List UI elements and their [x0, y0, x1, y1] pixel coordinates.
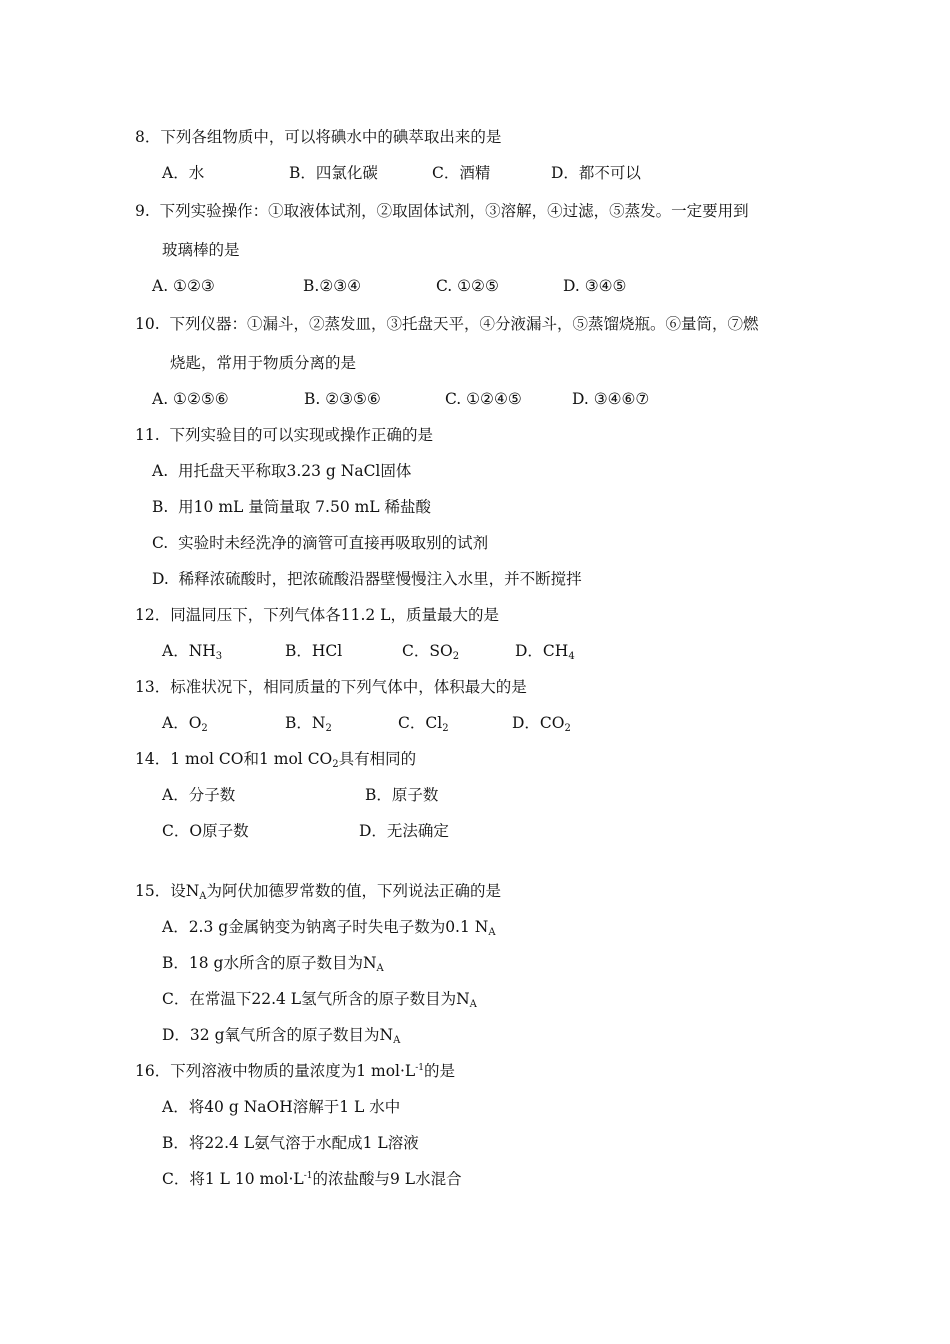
- q12-option-c: C．$SO_2$: [402, 642, 460, 662]
- question-10-stem-cont: 烧匙，常用于物质分离的是: [170, 354, 357, 372]
- q9-option-a: A. ①②③: [152, 277, 215, 295]
- question-12-stem: 12．同温同压下，下列气体各11.2 L，质量最大的是: [135, 606, 499, 624]
- q14-option-c: C．O原子数: [162, 822, 249, 840]
- q15-option-c: C．在常温下22.4 L氢气所含的原子数目为$N_A$: [162, 990, 477, 1010]
- q11-option-d: D. 稀释浓硫酸时，把浓硫酸沿器壁慢慢注入水里，并不断搅拌: [152, 570, 582, 588]
- q14-option-b: B．原子数: [365, 786, 439, 804]
- q15-option-a: A．2.3 g金属钠变为钠离子时失电子数为0.1 $N_A$: [162, 918, 496, 938]
- question-14-stem: 14．1 mol CO和1 mol $CO_2$具有相同的: [135, 750, 417, 770]
- q10-option-a: A. ①②⑤⑥: [152, 390, 229, 408]
- question-9-stem: 9. 下列实验操作：①取液体试剂，②取固体试剂，③溶解，④过滤，⑤蒸发。一定要用到: [135, 202, 749, 220]
- q13-option-b: B．$N_2$: [285, 714, 332, 734]
- question-10-stem: 10. 下列仪器：①漏斗，②蒸发皿，③托盘天平，④分液漏斗，⑤蒸馏烧瓶。⑥量筒，⑦燃: [135, 315, 759, 333]
- q14-option-a: A．分子数: [162, 786, 236, 804]
- q8-option-c: C．酒精: [432, 164, 491, 182]
- q13-option-a: A．$O_2$: [162, 714, 208, 734]
- q9-option-c: C. ①②⑤: [436, 277, 499, 295]
- q12-option-b: B．HCl: [285, 642, 343, 660]
- q16-option-c: C．将1 L 10 $mol\cdot L^{-1}$的浓盐酸与9 L水混合: [162, 1170, 462, 1188]
- q11-option-c: C. 实验时未经洗净的滴管可直接再吸取别的试剂: [152, 534, 489, 552]
- q9-option-b: B.②③④: [303, 277, 362, 295]
- q15-option-d: D．32 g氧气所含的原子数目为$N_A$: [162, 1026, 401, 1046]
- question-13-stem: 13．标准状况下，相同质量的下列气体中，体积最大的是: [135, 678, 527, 696]
- q12-option-d: D．$CH_4$: [515, 642, 575, 662]
- q15-option-b: B．18 g水所含的原子数目为$N_A$: [162, 954, 384, 974]
- question-11-stem: 11. 下列实验目的可以实现或操作正确的是: [135, 426, 434, 444]
- q8-option-b: B．四氯化碳: [289, 164, 378, 182]
- q16-option-b: B．将22.4 L氨气溶于水配成1 L溶液: [162, 1134, 419, 1152]
- question-16-stem: 16．下列溶液中物质的量浓度为1 $mol\cdot L^{-1}$的是: [135, 1062, 456, 1080]
- q10-option-b: B. ②③⑤⑥: [304, 390, 381, 408]
- q10-option-c: C. ①②④⑤: [445, 390, 522, 408]
- q10-option-d: D. ③④⑥⑦: [572, 390, 650, 408]
- q16-option-a: A．将40 g NaOH溶解于1 L 水中: [162, 1098, 401, 1116]
- q14-option-d: D．无法确定: [359, 822, 449, 840]
- q13-option-c: C．$Cl_2$: [398, 714, 449, 734]
- q9-option-d: D. ③④⑤: [563, 277, 627, 295]
- question-8-stem: 8．下列各组物质中，可以将碘水中的碘萃取出来的是: [135, 128, 502, 146]
- q8-option-a: A．水: [162, 164, 205, 182]
- q13-option-d: D．$CO_2$: [512, 714, 571, 734]
- question-15-stem: 15．设$N_A$为阿伏加德罗常数的值，下列说法正确的是: [135, 882, 502, 902]
- q11-option-a: A. 用托盘天平称取3.23 g NaCl固体: [152, 462, 412, 480]
- question-9-stem-cont: 玻璃棒的是: [162, 241, 240, 259]
- q12-option-a: A．$NH_3$: [162, 642, 223, 662]
- q11-option-b: B. 用10 mL 量筒量取 7.50 mL 稀盐酸: [152, 498, 432, 516]
- q8-option-d: D．都不可以: [551, 164, 641, 182]
